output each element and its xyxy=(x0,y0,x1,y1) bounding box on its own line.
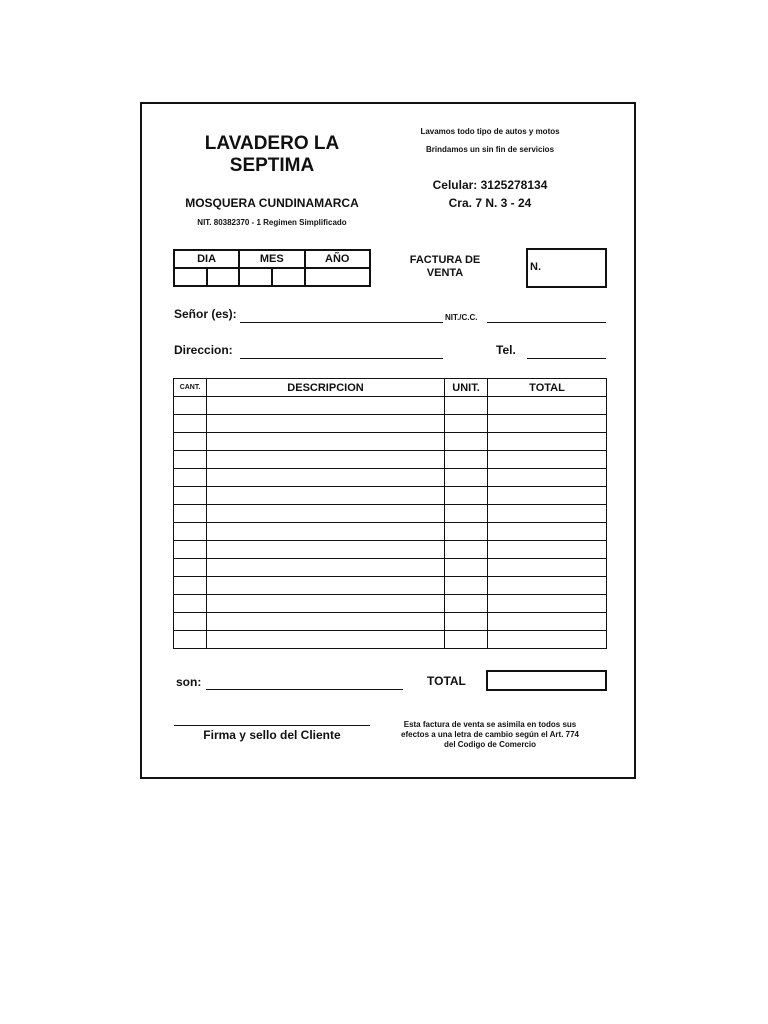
business-location: MOSQUERA CUNDINAMARCA xyxy=(185,196,359,210)
table-row xyxy=(174,559,607,577)
table-row xyxy=(174,415,607,433)
cell-total[interactable] xyxy=(488,595,607,613)
cell-cant[interactable] xyxy=(174,505,207,523)
cell-cant[interactable] xyxy=(174,541,207,559)
cell-descripcion[interactable] xyxy=(207,451,445,469)
customer-id-line[interactable] xyxy=(487,322,606,323)
cell-total[interactable] xyxy=(488,505,607,523)
date-month-cell-2[interactable] xyxy=(272,268,305,286)
cell-cant[interactable] xyxy=(174,523,207,541)
total-box[interactable] xyxy=(486,670,607,691)
cell-cant[interactable] xyxy=(174,577,207,595)
customer-name-label: Señor (es): xyxy=(174,307,237,321)
cell-descripcion[interactable] xyxy=(207,415,445,433)
cell-total[interactable] xyxy=(488,541,607,559)
invoice-number-label: N. xyxy=(530,261,541,273)
customer-address-label: Direccion: xyxy=(174,343,233,357)
table-row xyxy=(174,505,607,523)
customer-phone-line[interactable] xyxy=(527,358,606,359)
cell-total[interactable] xyxy=(488,433,607,451)
cell-unit[interactable] xyxy=(445,577,488,595)
cell-unit[interactable] xyxy=(445,487,488,505)
table-row xyxy=(174,397,607,415)
table-row xyxy=(174,595,607,613)
cell-unit[interactable] xyxy=(445,469,488,487)
cell-descripcion[interactable] xyxy=(207,577,445,595)
cell-descripcion[interactable] xyxy=(207,559,445,577)
table-row xyxy=(174,487,607,505)
table-row xyxy=(174,433,607,451)
cell-total[interactable] xyxy=(488,523,607,541)
date-month-label: MES xyxy=(239,250,304,268)
column-header-unit: UNIT. xyxy=(445,379,488,397)
cell-unit[interactable] xyxy=(445,595,488,613)
cell-total[interactable] xyxy=(488,415,607,433)
table-row xyxy=(174,577,607,595)
cell-descripcion[interactable] xyxy=(207,487,445,505)
cell-total[interactable] xyxy=(488,559,607,577)
cell-total[interactable] xyxy=(488,631,607,649)
cell-total[interactable] xyxy=(488,577,607,595)
cell-descripcion[interactable] xyxy=(207,469,445,487)
customer-id-label: NIT./C.C. xyxy=(445,313,478,322)
cell-unit[interactable] xyxy=(445,505,488,523)
amount-words-line[interactable] xyxy=(206,689,403,690)
cell-unit[interactable] xyxy=(445,541,488,559)
cell-unit[interactable] xyxy=(445,397,488,415)
items-table-body xyxy=(174,397,607,649)
business-phone: Celular: 3125278134 xyxy=(432,178,548,192)
cell-descripcion[interactable] xyxy=(207,631,445,649)
cell-total[interactable] xyxy=(488,613,607,631)
column-header-total: TOTAL xyxy=(488,379,607,397)
cell-descripcion[interactable] xyxy=(207,433,445,451)
date-day-cell-1[interactable] xyxy=(174,268,207,286)
cell-total[interactable] xyxy=(488,451,607,469)
business-nit: NIT. 80382370 - 1 Regimen Simplificado xyxy=(197,218,347,227)
business-address: Cra. 7 N. 3 - 24 xyxy=(448,196,532,210)
cell-cant[interactable] xyxy=(174,613,207,631)
date-year-cell[interactable] xyxy=(305,268,371,286)
invoice-title: FACTURA DE VENTA xyxy=(409,254,481,279)
slogan-line-1: Lavamos todo tipo de autos y motos xyxy=(420,127,560,136)
cell-descripcion[interactable] xyxy=(207,505,445,523)
table-row xyxy=(174,631,607,649)
items-table xyxy=(173,378,607,649)
customer-phone-label: Tel. xyxy=(496,343,516,357)
cell-total[interactable] xyxy=(488,487,607,505)
cell-descripcion[interactable] xyxy=(207,541,445,559)
customer-address-line[interactable] xyxy=(240,358,443,359)
cell-unit[interactable] xyxy=(445,631,488,649)
legal-note: Esta factura de venta se asimila en todos sus efectos a una letra de cambio según el Art. 774 del Codigo de Comercio xyxy=(401,720,579,749)
column-header-cant: CANT. xyxy=(174,379,207,397)
cell-cant[interactable] xyxy=(174,559,207,577)
cell-descripcion[interactable] xyxy=(207,613,445,631)
customer-name-line[interactable] xyxy=(240,322,443,323)
date-day-label: DIA xyxy=(174,250,239,268)
cell-unit[interactable] xyxy=(445,415,488,433)
table-row xyxy=(174,469,607,487)
date-year-label: AÑO xyxy=(305,250,371,268)
table-row xyxy=(174,541,607,559)
cell-total[interactable] xyxy=(488,469,607,487)
cell-unit[interactable] xyxy=(445,523,488,541)
cell-unit[interactable] xyxy=(445,613,488,631)
signature-line[interactable] xyxy=(174,725,370,726)
date-month-cell-1[interactable] xyxy=(239,268,272,286)
cell-unit[interactable] xyxy=(445,451,488,469)
cell-descripcion[interactable] xyxy=(207,397,445,415)
signature-label: Firma y sello del Cliente xyxy=(203,728,341,742)
cell-cant[interactable] xyxy=(174,631,207,649)
cell-cant[interactable] xyxy=(174,487,207,505)
date-day-cell-2[interactable] xyxy=(207,268,240,286)
cell-cant[interactable] xyxy=(174,595,207,613)
slogan-line-2: Brindamos un sin fin de servicios xyxy=(425,145,555,154)
business-name: LAVADERO LA SEPTIMA xyxy=(204,133,340,176)
invoice-number-box[interactable] xyxy=(526,248,607,288)
column-header-descripcion: DESCRIPCION xyxy=(207,379,445,397)
cell-unit[interactable] xyxy=(445,559,488,577)
cell-descripcion[interactable] xyxy=(207,595,445,613)
amount-words-label: son: xyxy=(176,675,202,689)
cell-cant[interactable] xyxy=(174,433,207,451)
table-row xyxy=(174,613,607,631)
table-row xyxy=(174,451,607,469)
cell-cant[interactable] xyxy=(174,469,207,487)
cell-cant[interactable] xyxy=(174,397,207,415)
cell-cant[interactable] xyxy=(174,451,207,469)
cell-cant[interactable] xyxy=(174,415,207,433)
date-box xyxy=(173,249,371,287)
cell-unit[interactable] xyxy=(445,433,488,451)
cell-descripcion[interactable] xyxy=(207,523,445,541)
table-row xyxy=(174,523,607,541)
cell-total[interactable] xyxy=(488,397,607,415)
total-label: TOTAL xyxy=(427,674,466,688)
